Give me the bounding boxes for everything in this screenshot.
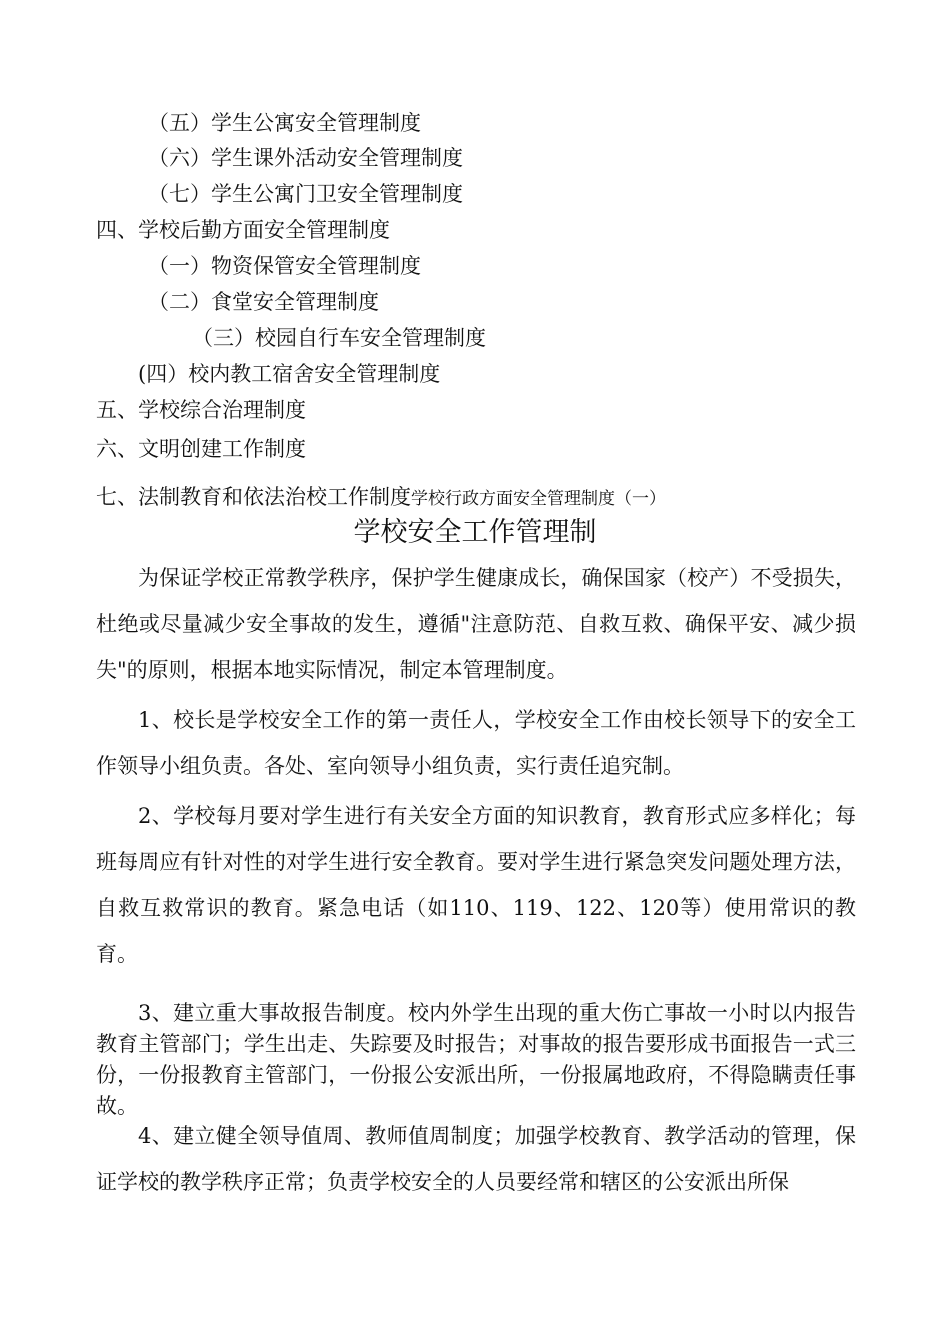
toc-section-7-label: 七、法制教育和依法治校工作制度: [96, 485, 411, 509]
intro-text: 为保证学校正常教学秩序，保护学生健康成长，确保国家（校产）不受损失，杜绝或尽量减少安全事故的发生，遵循"注意防范、自救互救、确保平安、减少损失"的原则，根据本地实际情况，制定本管理制度。: [96, 566, 856, 682]
doc-title: 学校安全工作管理制: [353, 517, 597, 548]
toc-section-7: [96, 484, 666, 512]
toc-sub-2: （二）食堂安全管理制度: [148, 290, 379, 314]
rule-2-text: 2、学校每月要对学生进行有关安全方面的知识教育，教育形式应多样化；每班每周应有针对性的对学生进行安全教育。要对学生进行紧急突发问题处理方法，自救互救常识的教育。紧急电话（如110、119、122、120等）使用常识的教育。: [96, 804, 856, 966]
toc-section-6: 六、文明创建工作制度: [96, 437, 306, 461]
toc-item-6: （六）学生课外活动安全管理制度: [148, 146, 463, 170]
toc-sub-4: (四）校内教工宿舍安全管理制度: [138, 362, 441, 386]
toc-section-7-tail: 学校行政方面安全管理制度（一）: [411, 489, 666, 509]
rule-3-paragraph: [96, 998, 856, 1122]
toc-sub-1: （一）物资保管安全管理制度: [148, 254, 421, 278]
toc-item-7: （七）学生公寓门卫安全管理制度: [148, 182, 463, 206]
rule-1-paragraph: [96, 697, 856, 789]
rule-3-text: 3、建立重大事故报告制度。校内外学生出现的重大伤亡事故一小时以内报告教育主管部门；学生出走、失踪要及时报告；对事故的报告要形成书面报告一式三份，一份报教育主管部门，一份报公安派出所，一份报属地政府，不得隐瞒责任事故。: [96, 1001, 856, 1118]
rule-1-text: 1、校长是学校安全工作的第一责任人，学校安全工作由校长领导下的安全工作领导小组负责。各处、室向领导小组负责，实行责任追究制。: [96, 708, 856, 778]
rule-4-paragraph: [96, 1113, 856, 1205]
toc-item-5: （五）学生公寓安全管理制度: [148, 111, 421, 135]
toc-section-5: 五、学校综合治理制度: [96, 398, 306, 422]
rule-4-text: 4、建立健全领导值周、教师值周制度；加强学校教育、教学活动的管理，保证学校的教学秩序正常；负责学校安全的人员要经常和辖区的公安派出所保: [96, 1124, 856, 1194]
intro-paragraph: [96, 555, 856, 693]
rule-2-paragraph: [96, 793, 856, 977]
toc-sub-3: （三）校园自行车安全管理制度: [192, 326, 486, 350]
toc-section-4: 四、学校后勤方面安全管理制度: [96, 218, 390, 242]
